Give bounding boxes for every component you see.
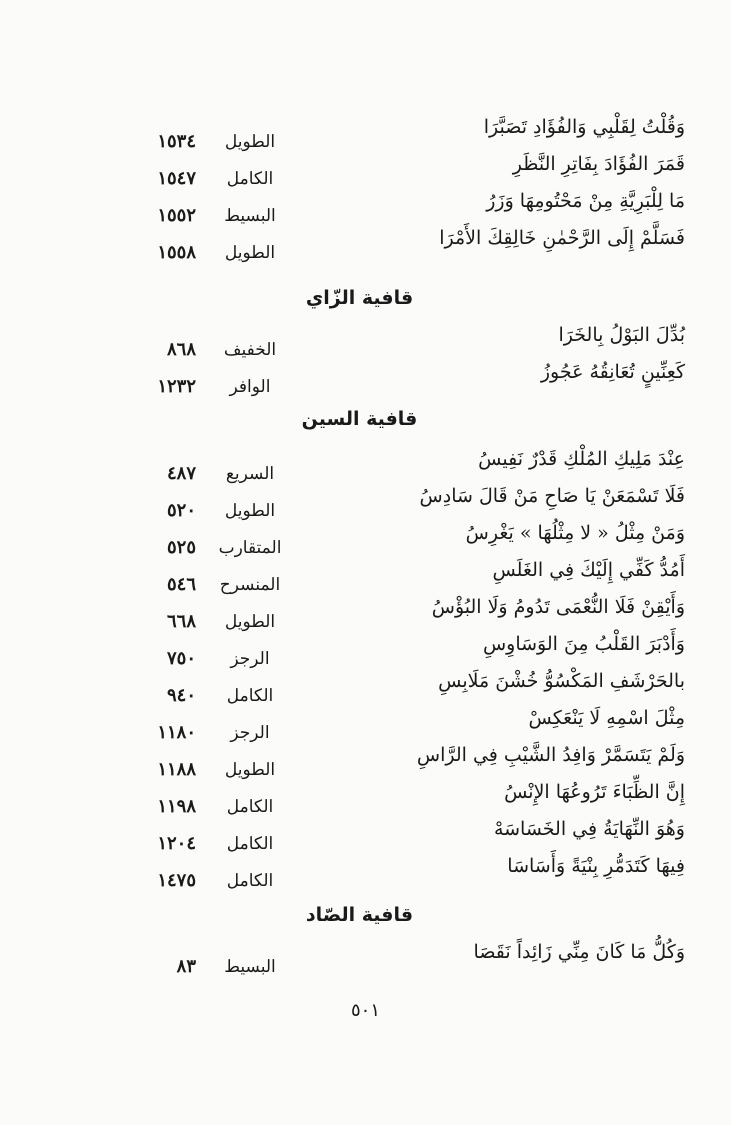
- list-item: [0, 522, 731, 560]
- list-item: [0, 670, 731, 708]
- list-item: [0, 707, 731, 745]
- list-item: [0, 596, 731, 634]
- page-reference: ٦٦٨: [166, 611, 196, 632]
- list-item: [0, 153, 731, 191]
- page-reference: ١١٨٨: [157, 759, 196, 780]
- section-heading: [0, 901, 731, 929]
- list-item: [0, 361, 731, 399]
- verse-hemistich: وَلَمْ يَتَسَمَّرْ وَافِدُ الشَّيْبِ فِي الرَّاسِ: [416, 744, 685, 766]
- meter-label: الطويل: [224, 760, 276, 780]
- verse-hemistich: وَأَدْبَرَ القَلْبُ مِنَ الوَسَاوِسِ: [482, 633, 685, 655]
- page-reference: ١٢٠٤: [157, 833, 196, 854]
- page-reference: ٨٣: [176, 956, 196, 977]
- page-reference: ١١٩٨: [157, 796, 196, 817]
- verse-hemistich: وَقُلْتُ لِقَلْبِي وَالفُؤَادِ تَصَبَّرَا: [483, 116, 685, 138]
- page-reference: ١٥٣٤: [157, 131, 196, 152]
- meter-label: الرجز: [230, 649, 270, 669]
- verse-hemistich: قَمَرَ الفُؤَادَ بِفَاتِرِ النَّظَرِ: [512, 153, 685, 175]
- section-heading-text: قافية الزّاي: [305, 287, 414, 309]
- page-reference: ١٥٤٧: [157, 168, 196, 189]
- meter-label: المنسرح: [219, 575, 281, 595]
- meter-label: الكامل: [226, 834, 274, 854]
- page-reference: ٥٤٦: [166, 574, 196, 595]
- page-reference: ٧٥٠: [166, 648, 196, 669]
- page-reference: ١١٨٠: [157, 722, 196, 743]
- verse-hemistich: فِيهَا كَتَدَمُّرِ بِنْيَةً وَأَسَاسَا: [507, 855, 685, 877]
- page-reference: ١٥٥٨: [157, 242, 196, 263]
- page-reference: ١٢٣٢: [157, 376, 196, 397]
- page-reference: ٥٢٥: [166, 537, 196, 558]
- page-reference: ٩٤٠: [166, 685, 196, 706]
- page-reference: ٥٢٠: [166, 500, 196, 521]
- list-item: [0, 941, 731, 979]
- list-item: [0, 633, 731, 671]
- meter-label: الكامل: [226, 169, 274, 189]
- meter-label: البسيط: [224, 206, 276, 226]
- verse-hemistich: مَا لِلْبَرِيَّةِ مِنْ مَحْتُومِهَا وَزَرُ: [486, 190, 685, 212]
- verse-hemistich: وَأَيْقِنْ فَلَا النُّعْمَى تَدُومُ وَلَا البُؤْسُ: [431, 596, 685, 618]
- verse-hemistich: مِثْلَ اسْمِهِ لَا يَنْعَكِسْ: [528, 707, 685, 729]
- meter-label: الطويل: [224, 501, 276, 521]
- list-item: [0, 116, 731, 154]
- meter-label: الطويل: [224, 132, 276, 152]
- verse-hemistich: بُدِّلَ البَوْلُ بِالخَرَا: [558, 324, 685, 346]
- meter-label: الطويل: [224, 612, 276, 632]
- verse-hemistich: وَهُوَ النِّهَايَةُ فِي الخَسَاسَهْ: [493, 818, 685, 840]
- list-item: [0, 744, 731, 782]
- meter-label: البسيط: [224, 957, 276, 977]
- list-item: [0, 781, 731, 819]
- meter-label: الرجز: [230, 723, 270, 743]
- meter-label: الوافر: [229, 377, 271, 397]
- page-reference: ٨٦٨: [166, 339, 196, 360]
- list-item: [0, 448, 731, 486]
- meter-label: المتقارب: [218, 538, 282, 558]
- list-item: [0, 190, 731, 228]
- page-reference: ٤٨٧: [166, 463, 196, 484]
- meter-label: الخفيف: [223, 340, 277, 360]
- list-item: [0, 485, 731, 523]
- section-heading: [0, 405, 731, 433]
- section-heading: [0, 284, 731, 312]
- page-reference: ١٤٧٥: [157, 870, 196, 891]
- meter-label: السريع: [225, 464, 275, 484]
- list-item: [0, 818, 731, 856]
- section-heading-text: قافية السين: [301, 408, 418, 430]
- verse-hemistich: كَعِنِّينٍ تُعَانِقُهُ عَجُوزُ: [540, 361, 685, 383]
- meter-label: الطويل: [224, 243, 276, 263]
- verse-hemistich: بالحَرْشَفِ المَكْسُوُّ خُشْنَ مَلَابِسِ: [438, 670, 685, 692]
- verse-hemistich: إِنَّ الظِّبَاءَ تَرُوعُهَا الإِنْسُ: [504, 781, 685, 803]
- meter-label: الكامل: [226, 871, 274, 891]
- verse-hemistich: أَمُدُّ كَفِّي إِلَيْكَ فِي الغَلَسِ: [492, 559, 685, 581]
- page-reference: ١٥٥٢: [157, 205, 196, 226]
- section-heading-text: قافية الصّاد: [305, 904, 414, 926]
- verse-hemistich: عِنْدَ مَلِيكِ المُلْكِ قَدْرٌ نَفِيسُ: [478, 448, 685, 470]
- list-item: [0, 227, 731, 265]
- meter-label: الكامل: [226, 797, 274, 817]
- list-item: [0, 559, 731, 597]
- verse-hemistich: وَمَنْ مِثْلُ « لا مِثْلُهَا » يَغْرِسُ: [465, 522, 685, 544]
- meter-label: الكامل: [226, 686, 274, 706]
- verse-hemistich: فَلَا تَسْمَعَنْ يَا صَاحِ مَنْ قَالَ سَادِسُ: [419, 485, 685, 507]
- list-item: [0, 855, 731, 893]
- list-item: [0, 324, 731, 362]
- verse-hemistich: فَسَلَّمْ إِلَى الرَّحْمٰنِ خَالِقِكَ الأَمْرَا: [439, 227, 685, 249]
- page-number: ٥٠١: [350, 1000, 380, 1021]
- verse-hemistich: وَكُلُّ مَا كَانَ مِنِّي زَائِداً نَقَصَا: [473, 941, 685, 963]
